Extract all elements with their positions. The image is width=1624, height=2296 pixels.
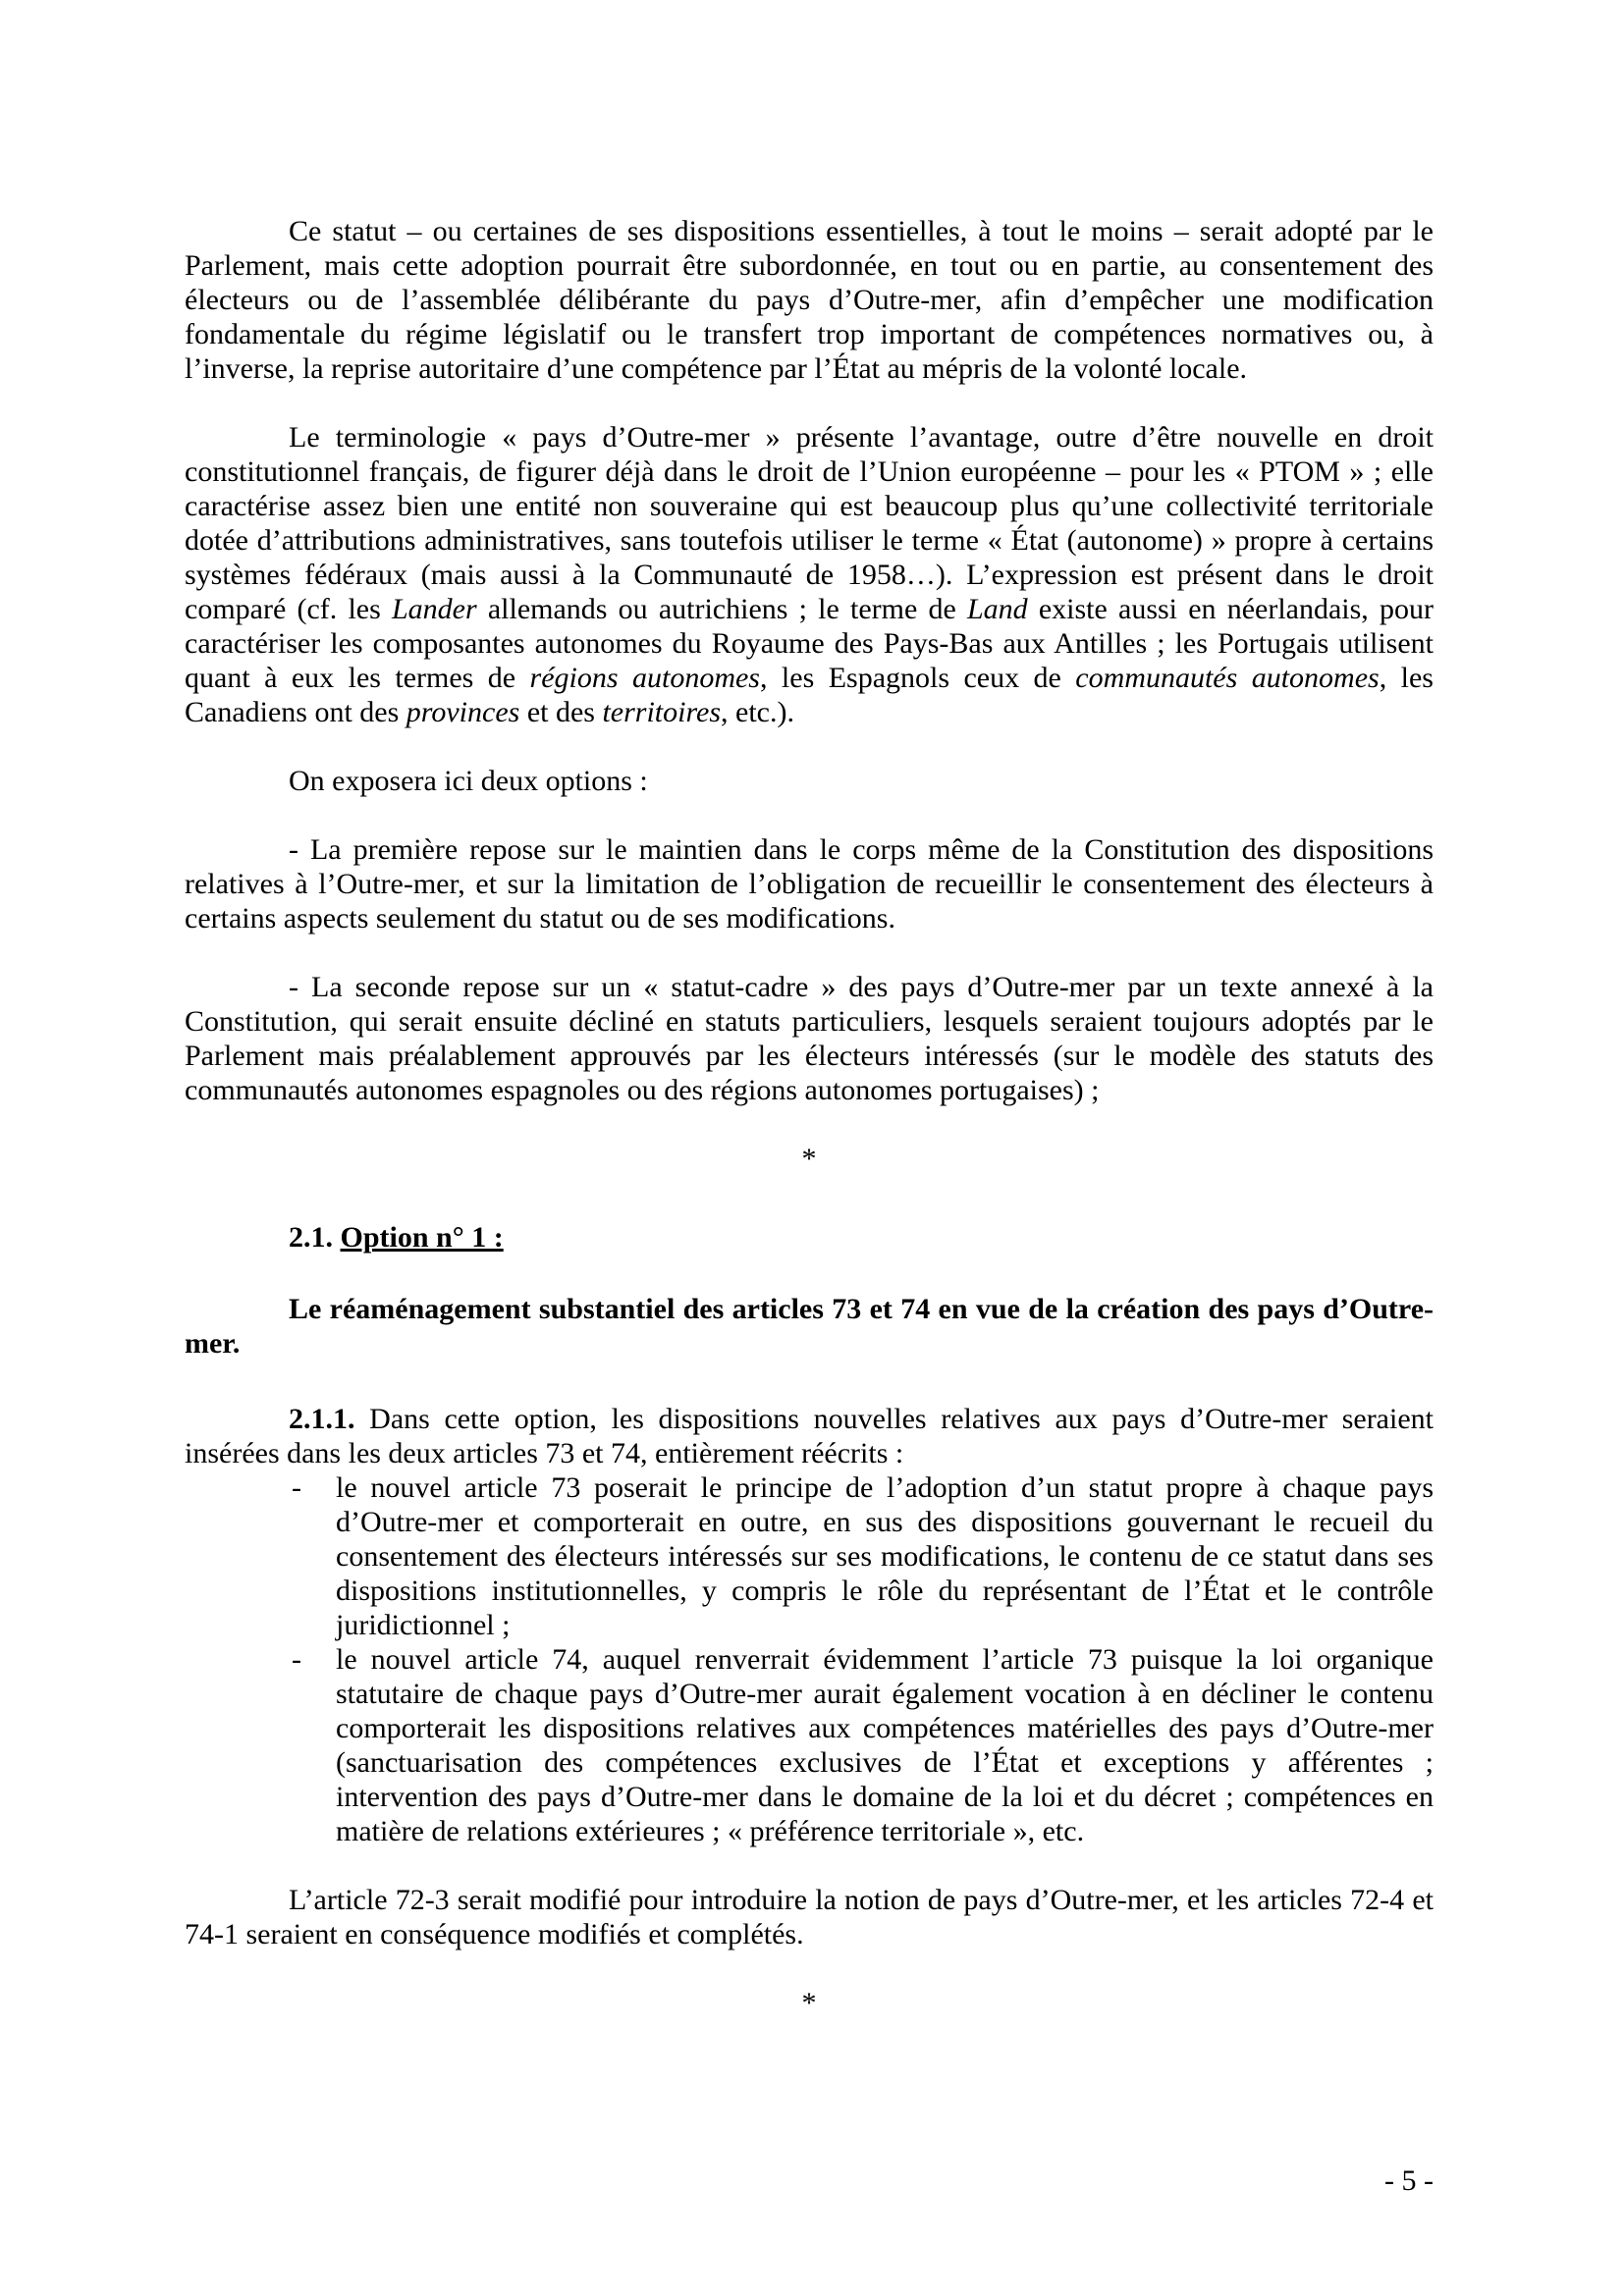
list-item-article-74-text: le nouvel article 74, auquel renverrait évidemment l’article 73 puisque la loi organique statutaire de chaque pays d’Outre-mer aurait également vocation à en décliner le contenu comporterait les dispositions relatives aux compétences matérielles des pays d’Outre-mer (sanctuarisation des compétences exclusives de l’État et exceptions y afférentes ; intervention des pays d’Outre-mer dans le domaine de la loi et du décret ; compétences en matière de relations extérieures ; « préférence territoriale », etc. <box>336 1643 1434 1847</box>
heading-reamenagement: Le réaménagement substantiel des articles 73 et 74 en vue de la création des pays d’Outre-mer. <box>185 1293 1434 1360</box>
paragraph-statut: Ce statut – ou certaines de ses dispositions essentielles, à tout le moins – serait adopté par le Parlement, mais cette adoption pourrait être subordonnée, en tout ou en partie, au consentement des électeurs ou de l’assemblée délibérante du pays d’Outre-mer, afin d’empêcher une modification fondamentale du régime législatif ou le transfert trop important de compétences normatives ou, à l’inverse, la reprise autoritaire d’une compétence par l’État au mépris de la volonté locale. <box>185 215 1434 385</box>
paragraph-option-seconde: - La seconde repose sur un « statut-cadre » des pays d’Outre-mer par un texte annexé à la Constitution, qui serait ensuite décliné en statuts particuliers, lesquels seraient toujours adoptés par le Parlement mais préalablement approuvés par les électeurs intéressés (sur le modèle des statuts des communautés autonomes espagnoles ou des régions autonomes portugaises) ; <box>185 971 1434 1106</box>
page-number: - 5 - <box>1384 2164 1434 2197</box>
paragraph-terminologie: Le terminologie « pays d’Outre-mer » présente l’avantage, outre d’être nouvelle en droit constitutionnel français, de figurer déjà dans le droit de l’Union européenne – pour les « PTOM » ; elle caractérise assez bien une entité non souveraine qui est beaucoup plus qu’une collectivité territoriale dotée d’attributions administratives, sans toutefois utiliser le terme « État (autonome) » propre à certains systèmes fédéraux (mais aussi à la Communauté de 1958…). L’expression est présent dans le droit comparé (cf. les Lander allemands ou autrichiens ; le terme de Land existe aussi en néerlandais, pour caractériser les composantes autonomes du Royaume des Pays-Bas aux Antilles ; les Portugais utilisent quant à eux les termes de régions autonomes, les Espagnols ceux de communautés autonomes, les Canadiens ont des provinces et des territoires, etc.). <box>185 421 1434 728</box>
paragraph-2-1-1: 2.1.1. Dans cette option, les dispositions nouvelles relatives aux pays d’Outre-mer seraient insérées dans les deux articles 73 et 74, entièrement réécrits : <box>185 1403 1434 1469</box>
list-item-article-73-text: le nouvel article 73 poserait le principe de l’adoption d’un statut propre à chaque pays d’Outre-mer et comporterait en outre, en sus des dispositions gouvernant le recueil du consentement des électeurs intéressés sur ses modifications, le contenu de ce statut dans ses dispositions institutionnelles, y compris le rôle du représentant de l’État et le contrôle juridictionnel ; <box>336 1471 1434 1641</box>
list-dash-bullet: - <box>292 1471 301 1504</box>
heading-option-1: 2.1. Option n° 1 : <box>289 1221 504 1254</box>
articles-list <box>185 1470 1434 1848</box>
list-dash-bullet: - <box>292 1643 301 1676</box>
list-item-article-73 <box>185 1470 1434 1642</box>
document-body <box>185 214 1434 2020</box>
section-separator-star: * <box>801 1143 817 1175</box>
paragraph-option-premiere: - La première repose sur le maintien dans le corps même de la Constitution des dispositions relatives à l’Outre-mer, et sur la limitation de l’obligation de recueillir le consentement des électeurs à certains aspects seulement du statut ou de ses modifications. <box>185 833 1434 934</box>
paragraph-options-intro: On exposera ici deux options : <box>289 765 648 797</box>
paragraph-article-72-3: L’article 72-3 serait modifié pour introduire la notion de pays d’Outre-mer, et les articles 72-4 et 74-1 seraient en conséquence modifiés et complétés. <box>185 1884 1434 1950</box>
list-item-article-74 <box>185 1642 1434 1848</box>
section-separator-star-final: * <box>801 1987 817 2019</box>
